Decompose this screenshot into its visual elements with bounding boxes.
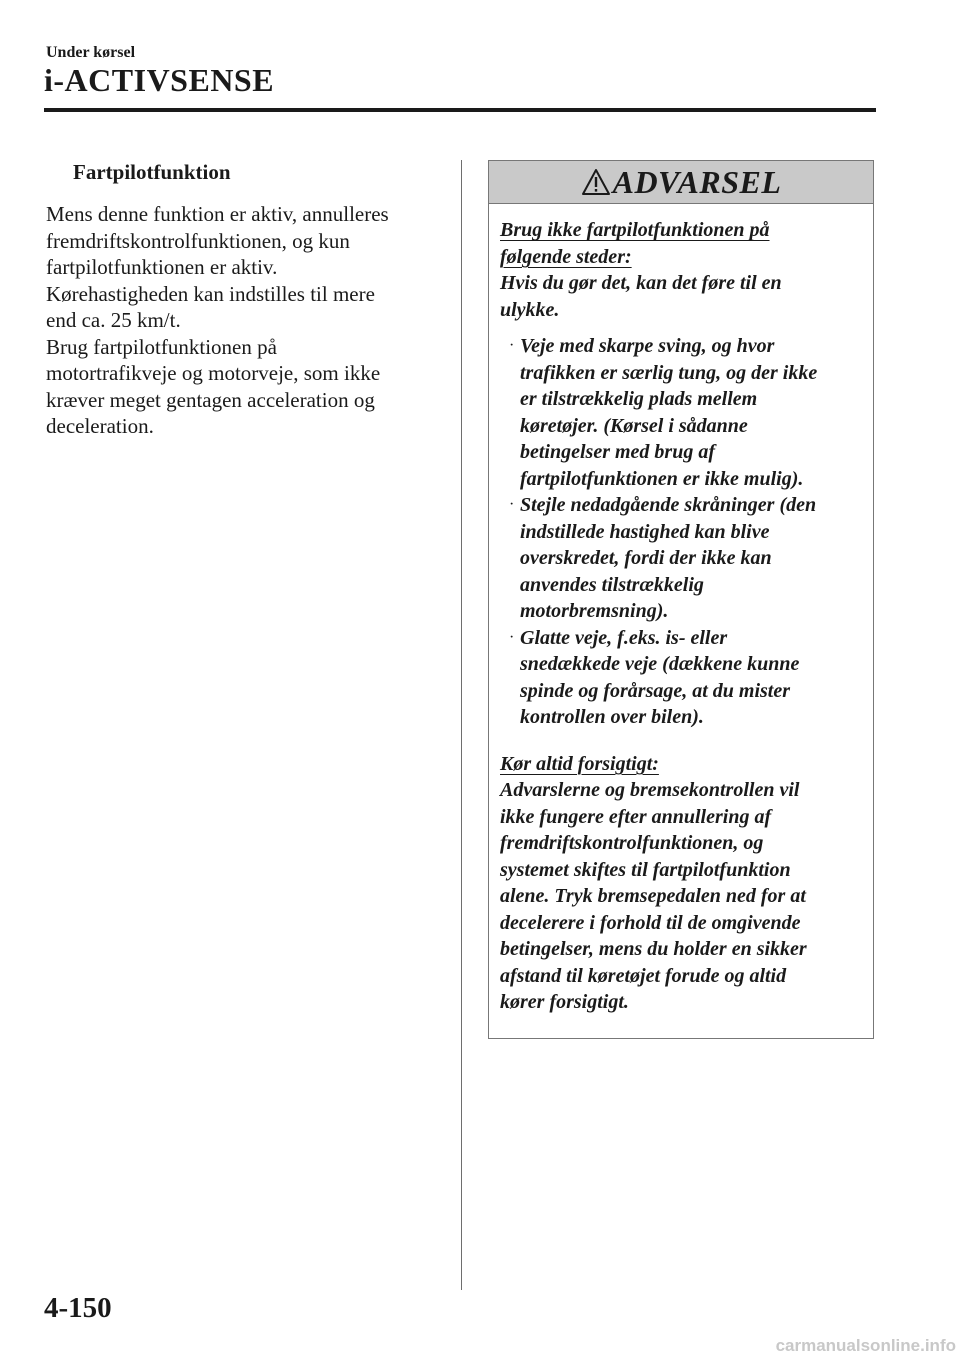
list-item-line: Stejle nedadgående skråninger (den [520,494,817,516]
body-line: deceleration. [46,414,154,438]
caution-line: decelerere i forhold til de omgivende [500,911,801,934]
warning-list [500,333,868,731]
warning-intro-underlined: følgende steder: [500,245,632,268]
caution-line: ikke fungere efter annullering af [500,805,772,828]
list-item-line: indstillede hastighed kan blive [520,520,770,543]
caution-line: alene. Tryk bremsepedalen ned for at [500,885,806,907]
body-line: Kørehastigheden kan indstilles til mere [46,281,375,306]
warning-title: ADVARSEL [612,163,782,200]
caution-line: Advarslerne og bremsekontrollen vil [500,779,800,801]
list-item [500,625,868,731]
body-paragraph [46,201,436,440]
warning-intro-line: ulykke. [500,298,560,321]
body-line: Mens denne funktion er aktiv, annulleres [46,202,389,226]
caution-line: fremdriftskontrolfunktionen, og [500,832,764,854]
warning-intro-line: Hvis du gør det, kan det føre til en [500,272,782,294]
list-item [500,492,868,625]
list-item-line: trafikken er særlig tung, og der ikke [520,361,818,384]
chapter-title: i-ACTIVSENSE [44,62,275,98]
body-line: Brug fartpilotfunktionen på [46,334,277,359]
caution-heading: Kør altid forsigtigt: [500,752,659,775]
caution-line: betingelser, mens du holder en sikker [500,938,807,960]
list-item-line: spinde og forårsage, at du mister [520,679,791,702]
caution-line: kører forsigtigt. [500,991,629,1013]
list-item [500,333,868,492]
body-line: end ca. 25 km/t. [46,308,181,332]
caution-line: afstand til køretøjet forude og altid [500,964,787,987]
body-line: fartpilotfunktionen er aktiv. [46,255,278,279]
list-item-line: Veje med skarpe sving, og hvor [520,335,775,357]
body-line: motortrafikveje og motorveje, som ikke [46,361,381,385]
watermark: carmanualsonline.info [660,1336,960,1360]
column-divider [461,160,462,1290]
section-label: Under kørsel [46,44,136,61]
list-item-line: snedækkede veje (dækkene kunne [520,653,800,675]
page-number: 4-150 [44,1292,112,1324]
warning-body [500,217,868,1016]
warning-intro-underlined: Brug ikke fartpilotfunktionen på [500,219,770,241]
section-heading: Fartpilotfunktion [73,160,231,184]
warning-header [489,161,873,204]
warning-triangle-icon [581,168,611,196]
list-item-line: anvendes tilstrækkelig [520,573,704,596]
warning-box [488,160,874,1039]
list-item-line: overskredet, fordi der ikke kan [520,547,772,569]
body-line: kræver meget gentagen acceleration og [46,387,375,412]
list-item-line: motorbremsning). [520,600,669,622]
list-item-line: kontrollen over bilen). [520,706,704,728]
list-item-line: er tilstrækkelig plads mellem [520,388,758,410]
list-item-line: fartpilotfunktionen er ikke mulig). [520,467,804,490]
list-item-line: betingelser med brug af [520,441,715,463]
spacer [500,731,868,751]
list-item-line: Glatte veje, f.eks. is- eller [520,626,728,649]
body-line: fremdriftskontrolfunktionen, og kun [46,228,350,253]
bullet-icon: · [509,496,515,513]
bullet-icon: · [509,337,515,354]
caution-line: systemet skiftes til fartpilotfunktion [500,858,791,881]
bullet-icon: · [509,628,515,646]
list-item-line: køretøjer. (Kørsel i sådanne [520,414,748,437]
header-divider [44,108,876,112]
